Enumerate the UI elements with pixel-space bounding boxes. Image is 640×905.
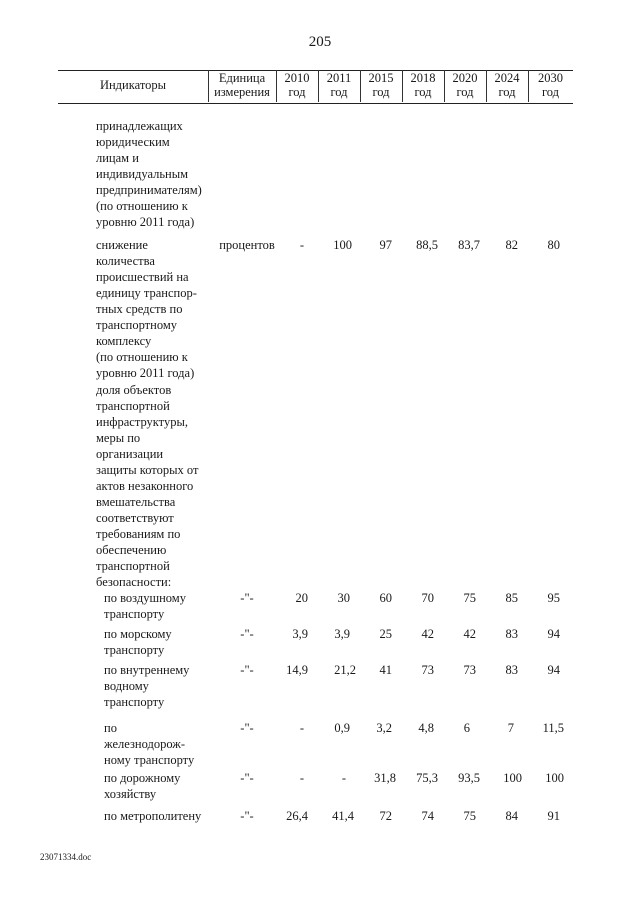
unit-cell: -"-	[240, 771, 254, 785]
unit-cell: процентов	[219, 238, 275, 252]
value-2024: 82	[505, 238, 518, 252]
header-year-label: год	[372, 85, 390, 99]
value-2011: 100	[333, 238, 352, 252]
value-2024: 83	[505, 663, 518, 677]
value-2020: 42	[463, 627, 476, 641]
value-2018: 74	[421, 809, 434, 823]
header-year-label: год	[541, 85, 560, 99]
value-2011: 0,9	[334, 721, 350, 735]
value-2030: 95	[547, 591, 560, 605]
value-2015: 41	[379, 663, 392, 677]
value-2020: 83,7	[458, 238, 480, 252]
value-2011: 41,4	[332, 809, 354, 823]
indicator-text: принадлежащих юридическим лицам и индивидуальным предпринимателям) (по отношению к уровню 2011 года)	[96, 119, 202, 229]
header-year-label: год	[498, 85, 516, 99]
header-year-number: 2018	[410, 71, 436, 85]
header-year-2030	[528, 68, 573, 102]
indicator-text: по морскому транспорту	[104, 627, 172, 657]
unit-cell: -"-	[240, 721, 254, 735]
header-year-number: 2010	[284, 71, 310, 85]
value-2030: 94	[547, 663, 560, 677]
header-indicator: Индикаторы	[99, 78, 167, 92]
value-2020: 75	[463, 809, 476, 823]
value-2020: 93,5	[458, 771, 480, 785]
value-2020: 6	[463, 721, 470, 735]
unit-cell: -"-	[240, 627, 254, 641]
header-year-2011	[318, 68, 360, 102]
value-2010: -	[299, 721, 304, 735]
indicator-text: снижение количества происшествий на единицу транспор- тных средств по транспортному комплексу (по отношению к уровню 2011 года)	[96, 238, 197, 380]
header-year-number: 2020	[452, 71, 478, 85]
header-year-label: год	[456, 85, 474, 99]
value-2011: 21,2	[334, 663, 356, 677]
value-2015: 3,2	[376, 721, 392, 735]
header-year-label: год	[288, 85, 306, 99]
page-number: 205	[308, 34, 332, 50]
value-2015: 60	[379, 591, 392, 605]
unit-cell: -"-	[240, 663, 254, 677]
header-year-2010	[276, 68, 318, 102]
header-year-2024	[486, 68, 528, 102]
value-2010: -	[299, 771, 304, 785]
value-2030: 80	[547, 238, 560, 252]
value-2024: 84	[505, 809, 518, 823]
value-2010: 14,9	[286, 663, 308, 677]
value-2030: 91	[547, 809, 560, 823]
value-2018: 4,8	[418, 721, 434, 735]
header-year-number: 2024	[494, 71, 520, 85]
value-2015: 31,8	[374, 771, 396, 785]
indicator-text: по внутреннему водному транспорту	[104, 663, 190, 709]
header-year-2015	[360, 68, 402, 102]
value-2018: 88,5	[416, 238, 438, 252]
header-year-2020	[444, 68, 486, 102]
indicator-text: по дорожному хозяйству	[104, 771, 181, 801]
value-2020: 75	[463, 591, 476, 605]
value-2010: -	[299, 238, 304, 252]
header-year-number: 2030	[538, 71, 563, 85]
document-filename: 23071334.doc	[40, 852, 92, 862]
unit-cell: -"-	[240, 591, 254, 605]
value-2018: 75,3	[416, 771, 438, 785]
indicator-text: доля объектов транспортной инфраструктуры, меры по организации защиты которых от актов незаконного вмешательства соответствуют требованиям по обеспечению транспортной безопасности:	[96, 383, 199, 589]
value-2011: 30	[337, 591, 350, 605]
value-2030: 11,5	[542, 721, 564, 735]
header-year-2018	[402, 68, 444, 102]
header-year-label: год	[330, 85, 348, 99]
value-2024: 100	[503, 771, 522, 785]
value-2015: 97	[379, 238, 392, 252]
indicator-text: по метрополитену	[104, 809, 202, 823]
value-2018: 42	[421, 627, 434, 641]
header-unit: Единица измерения	[214, 71, 270, 99]
indicator-text: по воздушному транспорту	[104, 591, 186, 621]
value-2018: 70	[421, 591, 434, 605]
value-2015: 72	[379, 809, 392, 823]
header-year-number: 2011	[326, 71, 352, 85]
value-2024: 7	[507, 721, 514, 735]
value-2020: 73	[463, 663, 476, 677]
value-2030: 100	[545, 771, 564, 785]
value-2018: 73	[421, 663, 434, 677]
value-2015: 25	[379, 627, 392, 641]
value-2010: 3,9	[292, 627, 308, 641]
table-header	[58, 68, 573, 104]
indicator-text: по железнодорож- ному транспорту	[104, 721, 195, 767]
value-2011: 3,9	[334, 627, 350, 641]
value-2024: 83	[505, 627, 518, 641]
unit-cell: -"-	[240, 809, 254, 823]
value-2011: -	[341, 771, 346, 785]
value-2010: 26,4	[286, 809, 308, 823]
header-year-number: 2015	[368, 71, 394, 85]
value-2030: 94	[547, 627, 560, 641]
value-2010: 20	[295, 591, 308, 605]
header-year-label: год	[414, 85, 432, 99]
value-2024: 85	[505, 591, 518, 605]
